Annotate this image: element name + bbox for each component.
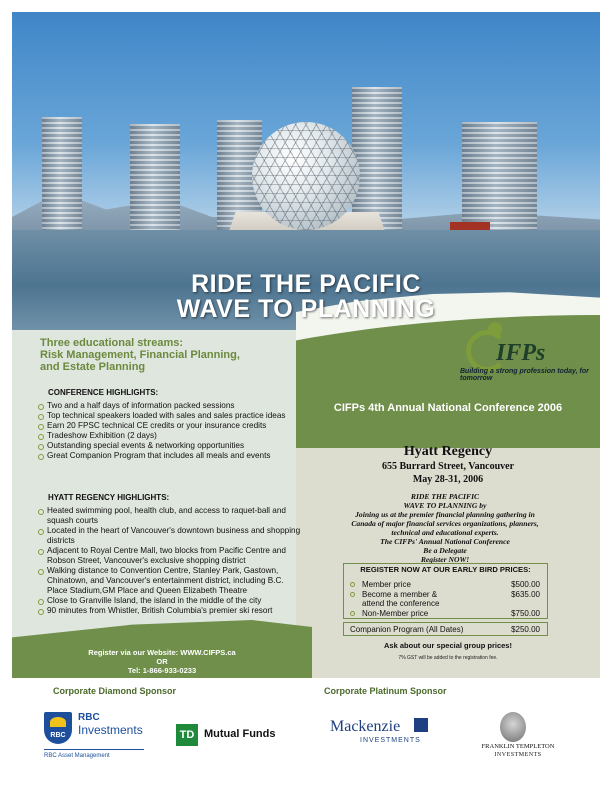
rbc-lion-icon xyxy=(50,717,66,727)
hero-title-line: WAVE TO PLANNING xyxy=(176,295,436,323)
franklin-name: FRANKLIN TEMPLETON xyxy=(481,743,555,750)
list-item: Two and a half days of information packed sessions xyxy=(38,401,303,411)
hyatt-highlights-list xyxy=(38,506,303,616)
hyatt-highlights-heading: HYATT REGENCY HIGHLIGHTS: xyxy=(48,493,170,502)
conference-highlights-heading: CONFERENCE HIGHLIGHTS: xyxy=(48,388,159,397)
list-item: Walking distance to Convention Centre, Stanley Park, Gastown, Chinatown, and Vancouver's entertainment district, including B.C. Place Stadium,GM Place and Queen Elizabeth Theatre xyxy=(38,566,303,596)
tower xyxy=(130,124,180,232)
register-phone[interactable]: Tel: 1-866-933-0233 xyxy=(127,666,197,675)
streams-line: Risk Management, Financial Planning, xyxy=(40,349,240,361)
rbc-subtitle: RBC Asset Management xyxy=(44,753,110,759)
invite-line: RIDE THE PACIFIC xyxy=(410,492,480,501)
tower xyxy=(42,117,82,232)
hero-title xyxy=(0,272,612,322)
price-amount: $635.00 xyxy=(511,590,540,599)
venue-name: Hyatt Regency xyxy=(403,444,493,459)
conference-title: CIFPs 4th Annual National Conference 2006 xyxy=(333,402,563,414)
list-item: Adjacent to Royal Centre Mall, two blocks from Pacific Centre and Robson Street, Vancouver's exclusive shopping district xyxy=(38,546,303,566)
bullet-icon xyxy=(350,592,355,597)
cifps-logo xyxy=(460,322,596,382)
invite-line: technical and educational experts. xyxy=(391,528,499,537)
td-logo xyxy=(176,724,286,748)
group-price-note: Ask about our special group prices! xyxy=(384,641,512,650)
invite-line: Be a Delegate xyxy=(423,546,467,555)
td-mark-icon: TD xyxy=(176,724,198,746)
price-amount: $500.00 xyxy=(511,580,540,589)
list-item: Located in the heart of Vancouver's downtown business and shopping districts xyxy=(38,526,303,546)
list-item: Outstanding special events & networking opportunities xyxy=(38,441,303,451)
invite-line: Register NOW! xyxy=(420,555,470,564)
rbc-shield-text: RBC xyxy=(50,732,66,739)
venue-address: 655 Burrard Street, Vancouver xyxy=(381,461,515,472)
price-label: Become a member & xyxy=(362,590,438,599)
bullet-icon xyxy=(350,611,355,616)
mackenzie-subtitle: INVESTMENTS xyxy=(360,737,421,744)
price-label: Member price xyxy=(362,580,411,589)
invite-line: Joining us at the premier financial planning gathering in xyxy=(355,510,535,519)
bullet-icon xyxy=(350,582,355,587)
mackenzie-flag-icon xyxy=(414,718,428,732)
educational-streams xyxy=(40,337,280,373)
rbc-shield-icon xyxy=(44,712,72,744)
list-item: Tradeshow Exhibition (2 days) xyxy=(38,431,303,441)
hero-title-line: RIDE THE PACIFIC xyxy=(191,270,421,298)
rbc-name: Investments xyxy=(78,723,143,737)
franklin-portrait-icon xyxy=(500,712,526,742)
register-website[interactable]: Register via our Website: WWW.CIFPS.ca xyxy=(88,648,236,657)
list-item: Heated swimming pool, health club, and access to raquet-ball and squash courts xyxy=(38,506,303,526)
price-label: Non-Member price xyxy=(362,609,429,618)
invite-line: The CIFPs' Annual National Conference xyxy=(380,537,510,546)
list-item: Top technical speakers loaded with sales and sales practice ideas xyxy=(38,411,303,421)
logo-wordmark: IFPs xyxy=(496,340,546,366)
streams-line: and Estate Planning xyxy=(40,361,146,373)
price-heading: REGISTER NOW AT OUR EARLY BIRD PRICES: xyxy=(360,565,531,574)
invitation-text xyxy=(300,492,590,564)
franklin-subtitle: INVESTMENTS xyxy=(494,752,542,758)
conference-highlights-list xyxy=(38,401,303,461)
venue-dates: May 28-31, 2006 xyxy=(412,474,484,485)
streams-line: Three educational streams: xyxy=(40,337,184,349)
td-name: Mutual Funds xyxy=(204,728,276,740)
divider xyxy=(44,749,144,750)
venue-block xyxy=(296,444,600,486)
price-amount: $750.00 xyxy=(511,609,540,618)
mackenzie-logo xyxy=(330,718,440,754)
tower xyxy=(352,87,402,232)
companion-label: Companion Program (All Dates) xyxy=(350,625,464,634)
diamond-sponsor-label: Corporate Diamond Sponsor xyxy=(53,686,177,696)
geodesic-dome xyxy=(252,122,360,230)
companion-amount: $250.00 xyxy=(511,625,540,634)
invite-line: Canada of major financial services organizations, planners, xyxy=(351,519,539,528)
logo-dot xyxy=(488,322,502,336)
franklin-templeton-logo xyxy=(458,712,578,762)
logo-tagline: Building a strong profession today, for tomorrow xyxy=(460,368,589,382)
gst-note: 7% GST will be added to the registration fee. xyxy=(398,655,498,661)
tower xyxy=(462,122,537,232)
invite-line: WAVE TO PLANNING by xyxy=(403,501,487,510)
list-item: Great Companion Program that includes all meals and events xyxy=(38,451,303,461)
companion-row xyxy=(350,625,540,634)
price-label: attend the conference xyxy=(362,599,440,608)
mackenzie-name: Mackenzie xyxy=(330,718,401,735)
rbc-name: RBC xyxy=(78,712,100,723)
list-item: 90 minutes from Whistler, British Columbia's premier ski resort xyxy=(38,606,303,616)
register-info xyxy=(12,648,312,675)
register-or: OR xyxy=(156,657,168,666)
list-item: Close to Granville Island, the island in the middle of the city xyxy=(38,596,303,606)
rbc-logo xyxy=(44,712,154,764)
platinum-sponsor-label: Corporate Platinum Sponsor xyxy=(324,686,447,696)
list-item: Earn 20 FPSC technical CE credits or your insurance credits xyxy=(38,421,303,431)
